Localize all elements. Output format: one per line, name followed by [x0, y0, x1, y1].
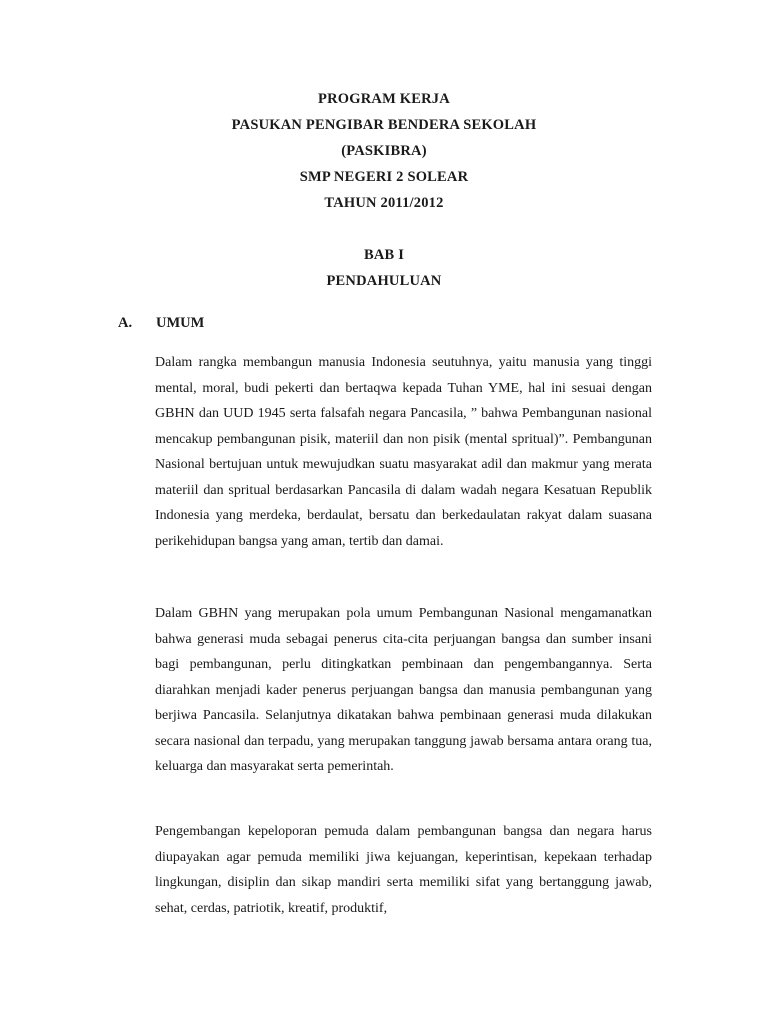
title-line-school: SMP NEGERI 2 SOLEAR — [299, 169, 469, 185]
title-line-abbreviation: (PASKIBRA) — [341, 143, 427, 159]
title-spacer — [0, 216, 768, 242]
paragraph-3: Pengembangan kepeloporan pemuda dalam pembangunan bangsa dan negara harus diupayakan agar pemuda memiliki jiwa kejuangan, keperintisan, kepekaan terhadap lingkungan, disiplin dan sikap mandiri serta memiliki sifat yang bertanggung jawab, sehat, cerdas, patriotik, kreatif, produktif, — [155, 824, 652, 916]
section-title: UMUM — [156, 315, 205, 331]
paragraph-2: Dalam GBHN yang merupakan pola umum Pembangunan Nasional mengamanatkan bahwa generasi muda sebagai penerus cita-cita perjuangan bangsa dan sumber insani bagi pembangunan, perlu ditingkatkan pembinaan dan pengembangannya. Serta diarahkan menjadi kader penerus perjuangan bangsa dan manusia pembangunan yang berjiwa Pancasila. Selanjutnya dikatakan bahwa pembinaan generasi muda dilakukan secara nasional dan terpadu, yang merupakan tanggung jawab bersama antara orang tua, keluarga dan masyarakat serta pemerintah. — [155, 606, 652, 774]
title-line-organization: PASUKAN PENGIBAR BENDERA SEKOLAH — [231, 117, 537, 133]
section-heading — [118, 313, 204, 333]
section-number: A. — [118, 315, 133, 331]
title-line-year: TAHUN 2011/2012 — [324, 195, 444, 211]
document-header — [0, 86, 768, 294]
paragraph-1: Dalam rangka membangun manusia Indonesia seutuhnya, yaitu manusia yang tinggi mental, moral, budi pekerti dan bertaqwa kepada Tuhan YME, hal ini sesuai dengan GBHN dan UUD 1945 serta falsafah negara Pancasila, ” bahwa Pembangunan nasional mencakup pembangunan pisik, materiil dan non pisik (mental spritual)”. Pembangunan Nasional bertujuan untuk mewujudkan suatu masyarakat adil dan makmur yang merata materiil dan spritual berdasarkan Pancasila di dalam wadah negara Kesatuan Republik Indonesia yang merdeka, berdaulat, bersatu dan berkedaulatan rakyat dalam suasana perikehidupan bangsa yang aman, tertib dan damai. — [155, 355, 652, 549]
chapter-title: PENDAHULUAN — [326, 273, 442, 289]
chapter-number: BAB I — [363, 247, 405, 263]
title-line-program: PROGRAM KERJA — [318, 91, 450, 107]
